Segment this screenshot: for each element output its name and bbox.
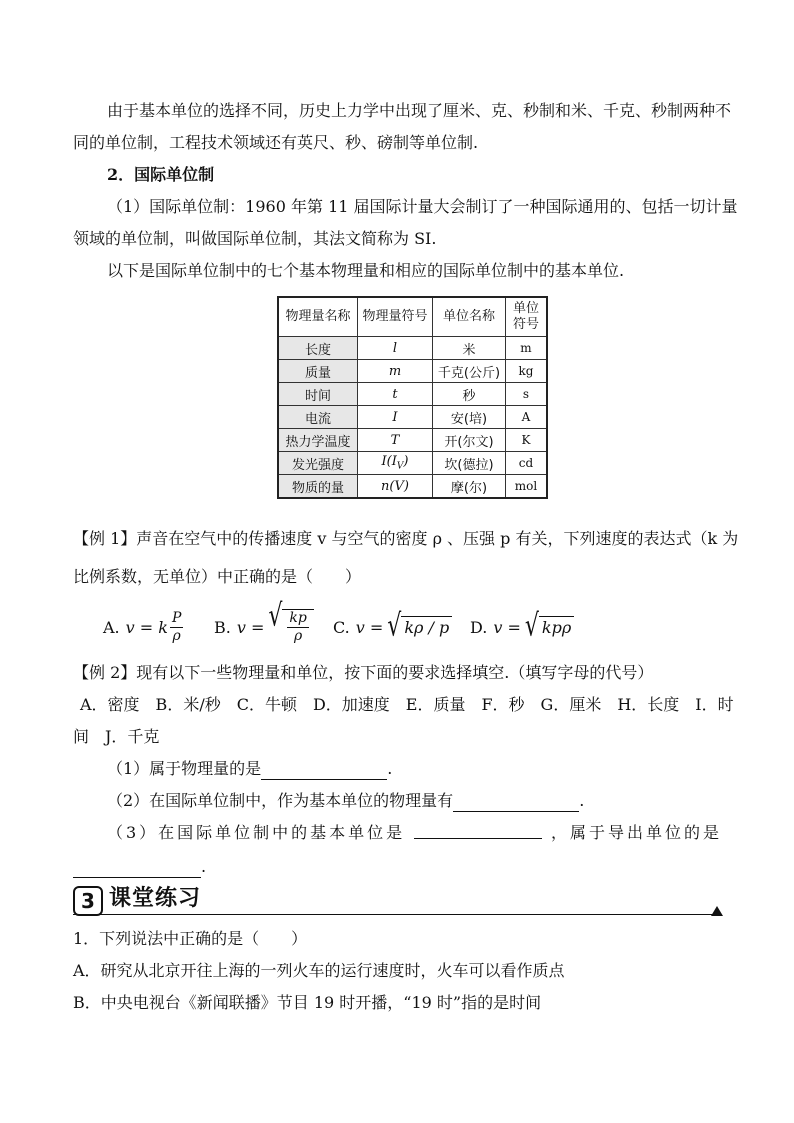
si-units-table	[277, 296, 548, 499]
unit-name: 安(培)	[433, 406, 506, 429]
punctuation: .	[387, 759, 393, 778]
answer-blank[interactable]	[453, 795, 579, 812]
radical-sign: √	[268, 599, 283, 634]
table-row	[278, 429, 547, 452]
formula-lhs: v =	[493, 617, 521, 637]
paragraph-line: 由于基本单位的选择不同，历史上力学中出现了厘米、克、秒制和米、千克、秒制两种不	[107, 101, 732, 120]
unit-symbol: K	[506, 429, 548, 452]
quantity-name: 电流	[278, 406, 358, 429]
quantity-name: 热力学温度	[278, 429, 358, 452]
radical-sign: √	[524, 608, 539, 644]
table-row	[278, 452, 547, 475]
example-2-q3	[107, 822, 722, 844]
unit-name: 开(尔文)	[433, 429, 506, 452]
section-heading: 2．国际单位制	[107, 165, 215, 184]
unit-symbol: s	[506, 383, 548, 406]
formula-lhs: v =	[355, 617, 384, 637]
option-label: B.	[214, 617, 231, 637]
quantity-symbol: n(V)	[358, 475, 433, 499]
paragraph-line: 领域的单位制，叫做国际单位制，其法文简称为 SI.	[73, 229, 437, 248]
unit-symbol: kg	[506, 360, 548, 383]
paragraph-line: 同的单位制，工程技术领域还有英尺、秒、磅制等单位制.	[73, 133, 479, 152]
table-header: 单位名称	[433, 297, 506, 337]
example-2-q3-cont	[73, 856, 206, 878]
section-number-badge: 3	[73, 886, 103, 916]
question-text: ，属于导出单位的是	[550, 823, 722, 842]
quantity-name: 发光强度	[278, 452, 358, 475]
quantity-symbol: l	[358, 337, 433, 360]
unit-name: 米	[433, 337, 506, 360]
example-2-choices: A．密度 B．米/秒 C．牛顿 D．加速度 E．质量 F．秒 G．厘米 H．长度 I．时	[80, 695, 734, 714]
unit-symbol: A	[506, 406, 548, 429]
quantity-symbol: m	[358, 360, 433, 383]
option-b	[214, 599, 314, 649]
section-header-classroom-practice	[73, 884, 721, 915]
denominator: ρ	[294, 628, 303, 644]
square-root	[387, 608, 452, 644]
paragraph-line: （1）国际单位制：1960 年第 11 届国际计量大会制订了一种国际通用的、包括一切计量	[107, 197, 738, 216]
option-a	[103, 605, 185, 649]
quantity-symbol: $I(I_V)$	[358, 452, 433, 475]
table-header: 物理量符号	[358, 297, 433, 337]
numerator: P	[171, 609, 182, 626]
unit-name: 坎(德拉)	[433, 452, 506, 475]
unit-name: 秒	[433, 383, 506, 406]
quantity-name: 长度	[278, 337, 358, 360]
question-text: （2）在国际单位制中，作为基本单位的物理量有	[107, 791, 454, 810]
quantity-symbol: T	[358, 429, 433, 452]
option-label: C.	[333, 617, 350, 637]
answer-blank[interactable]	[73, 861, 201, 878]
example-2-q2	[107, 790, 584, 812]
quantity-name: 物质的量	[278, 475, 358, 499]
paragraph-line: 以下是国际单位制中的七个基本物理量和相应的国际单位制中的基本单位.	[107, 261, 625, 280]
quantity-symbol: I	[358, 406, 433, 429]
option-label: D.	[470, 617, 488, 637]
fraction	[170, 610, 183, 645]
example-2-question: 【例 2】现有以下一些物理量和单位，按下面的要求选择填空.（填写字母的代号）	[73, 663, 654, 682]
fraction	[287, 610, 308, 645]
quantity-name: 时间	[278, 383, 358, 406]
triangle-icon	[711, 906, 723, 916]
option-label: A.	[103, 617, 120, 637]
table-header: 单位 符号	[506, 297, 548, 337]
answer-blank[interactable]	[414, 822, 542, 839]
question-text: （3）在国际单位制中的基本单位是	[107, 823, 406, 842]
radical-sign: √	[387, 608, 402, 644]
table-header: 物理量名称	[278, 297, 358, 337]
unit-name: 摩(尔)	[433, 475, 506, 499]
unit-symbol: m	[506, 337, 548, 360]
table-row	[278, 475, 547, 499]
answer-blank[interactable]	[261, 763, 387, 780]
punctuation: .	[201, 857, 207, 876]
table-row	[278, 360, 547, 383]
table-row	[278, 406, 547, 429]
quantity-symbol: t	[358, 383, 433, 406]
radicand: kρ / p	[401, 616, 452, 638]
exercise-1-stem: 1．下列说法中正确的是（ ）	[73, 929, 308, 948]
unit-symbol: cd	[506, 452, 548, 475]
denominator: ρ	[172, 627, 181, 644]
option-d	[470, 605, 574, 649]
formula-lhs: v = k	[125, 617, 168, 637]
unit-symbol: mol	[506, 475, 548, 499]
formula-lhs: v =	[236, 617, 265, 637]
table-header-row	[278, 297, 547, 337]
numerator: kp	[289, 610, 307, 626]
square-root	[524, 608, 574, 644]
example-2-choices: 间 J．千克	[73, 727, 160, 746]
example-1-question: 【例 1】声音在空气中的传播速度 v 与空气的密度 ρ 、压强 p 有关，下列速度的表达式（k 为	[73, 529, 739, 548]
example-1-question: 比例系数，无单位）中正确的是（ ）	[73, 567, 362, 586]
unit-name: 千克(公斤)	[433, 360, 506, 383]
option-c	[333, 605, 452, 649]
table-row	[278, 337, 547, 360]
section-title: 课堂练习	[109, 886, 202, 911]
exercise-1-option-a: A．研究从北京开往上海的一列火车的运行速度时，火车可以看作质点	[73, 961, 565, 980]
table-row	[278, 383, 547, 406]
quantity-name: 质量	[278, 360, 358, 383]
example-2-q1	[107, 758, 392, 780]
question-text: （1）属于物理量的是	[107, 759, 262, 778]
square-root	[268, 599, 313, 645]
radicand: kpρ	[539, 616, 574, 638]
punctuation: .	[579, 791, 585, 810]
exercise-1-option-b: B．中央电视台《新闻联播》节目 19 时开播，“19 时”指的是时间	[73, 993, 542, 1012]
